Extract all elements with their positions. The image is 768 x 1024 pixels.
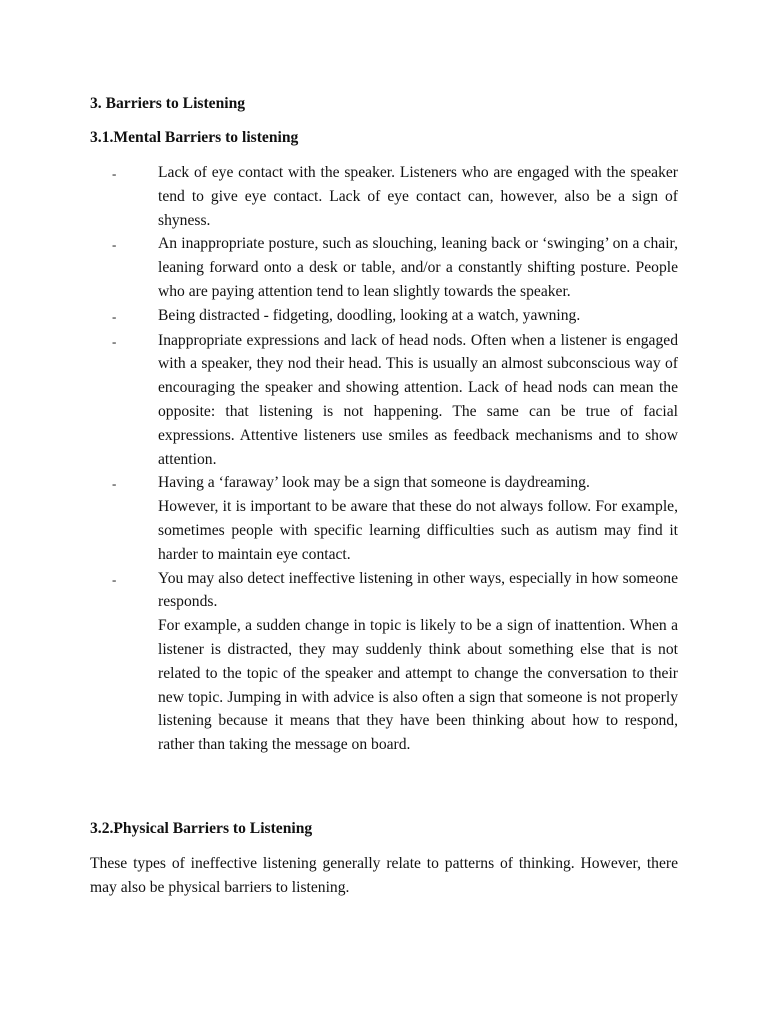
list-item [112, 567, 678, 757]
list-item-paragraph: However, it is important to be aware that these do not always follow. For example, sometimes people with specific learning difficulties such as autism may find it harder to maintain eye contact. [158, 498, 678, 563]
bullet-marker: - [112, 333, 117, 349]
list-item [112, 471, 678, 566]
list-item-text [158, 567, 678, 757]
list-item-text [158, 329, 678, 472]
list-item [112, 304, 678, 329]
list-item [112, 329, 678, 472]
list-item-paragraph: Lack of eye contact with the speaker. Listeners who are engaged with the speaker tend to give eye contact. Lack of eye contact can, however, also be a sign of shyness. [158, 164, 678, 229]
bullet-marker: - [112, 237, 117, 253]
list-item-text [158, 161, 678, 232]
list-item-paragraph: Having a ‘faraway’ look may be a sign that someone is daydreaming. [158, 474, 590, 492]
list-item-paragraph: For example, a sudden change in topic is likely to be a sign of inattention. When a listener is distracted, they may suddenly think about something else that is not related to the topic of the speaker and attempt to change the conversation to their new topic. Jumping in with advice is also often a sign that someone is not properly listening because it means that they have been thinking about how to respond, rather than taking the message on board. [158, 617, 678, 754]
list-item-text [158, 304, 678, 328]
list-item-text [158, 232, 678, 303]
bullet-marker: - [112, 476, 117, 492]
bullet-marker: - [112, 166, 117, 181]
list-item-paragraph: Inappropriate expressions and lack of head nods. Often when a listener is engaged with a speaker, they nod their head. This is usually an almost subconscious way of encouraging the speaker and showing attention. Lack of head nods can mean the opposite: that listening is not happening. The same can be true of facial expressions. Attentive listeners use smiles as feedback mechanisms and to show attention. [158, 331, 678, 468]
list-item-text [158, 471, 678, 566]
bullet-marker: - [112, 571, 117, 587]
list-item [112, 232, 678, 303]
body-paragraph: These types of ineffective listening generally relate to patterns of thinking. However, there may also be physical barriers to listening. [90, 855, 678, 896]
subsection-heading-physical: 3.2.Physical Barriers to Listening [90, 820, 313, 837]
list-item-paragraph: Being distracted - fidgeting, doodling, looking at a watch, yawning. [158, 306, 581, 324]
mental-barriers-list [112, 161, 678, 757]
list-item [112, 161, 678, 232]
section-heading-barriers: 3. Barriers to Listening [90, 95, 246, 112]
subsection-heading-mental: 3.1.Mental Barriers to listening [90, 129, 299, 146]
bullet-marker: - [112, 308, 117, 324]
list-item-paragraph: An inappropriate posture, such as slouching, leaning back or ‘swinging’ on a chair, leaning forward onto a desk or table, and/or a constantly shifting posture. People who are paying attention tend to lean slightly towards the speaker. [158, 235, 678, 300]
list-item-paragraph: You may also detect ineffective listening in other ways, especially in how someone responds. [158, 569, 678, 611]
